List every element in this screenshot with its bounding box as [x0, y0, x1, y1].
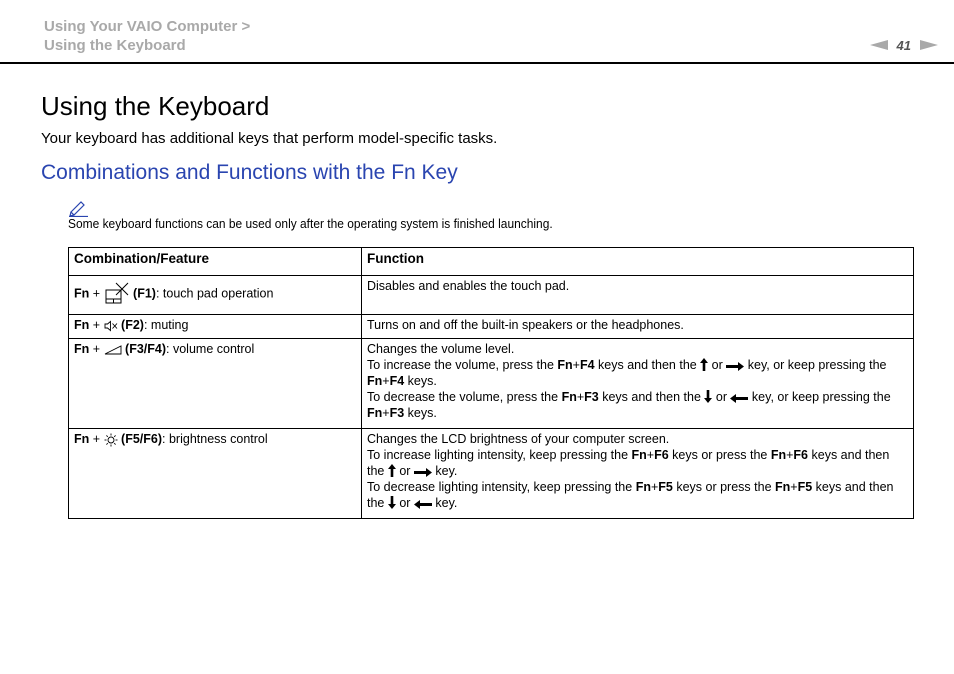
text-span: To decrease lighting intensity, keep pressing the: [367, 480, 636, 494]
key-name: F6: [654, 448, 669, 462]
key-name: F4: [389, 374, 405, 388]
page-number: 41: [896, 37, 911, 53]
function-text: Changes the volume level.: [367, 342, 515, 356]
text-span: keys or press the: [668, 448, 771, 462]
function-text: [367, 447, 908, 463]
touchpad-icon: [104, 282, 130, 306]
function-cell: [362, 276, 914, 315]
table-row: [69, 315, 914, 339]
fn-key-label: Fn: [74, 432, 90, 446]
text-span: the: [367, 496, 385, 510]
feature-description: : volume control: [166, 342, 255, 356]
page-navigation: [870, 36, 938, 54]
key-name: F6: [793, 448, 809, 462]
text-span: or: [395, 464, 414, 478]
plus-sign: +: [92, 318, 101, 332]
breadcrumb: [44, 17, 250, 55]
header-rule: [0, 62, 954, 64]
key-name: Fn: [367, 374, 383, 388]
table-row: [69, 339, 914, 429]
key-label: (F1): [133, 286, 156, 301]
function-text: [367, 357, 908, 373]
fn-key-label: Fn: [74, 286, 90, 301]
text-span: +: [650, 480, 659, 494]
table-row: [69, 429, 914, 519]
text-span: To decrease the volume, press the: [367, 390, 562, 404]
text-span: key.: [431, 464, 458, 478]
key-name: Fn: [770, 448, 787, 462]
table-header-row: [69, 248, 914, 276]
feature-description: : touch pad operation: [155, 286, 274, 301]
up-arrow-icon: [700, 358, 708, 371]
section-title: Combinations and Functions with the Fn Key: [41, 161, 458, 184]
text-span: +: [786, 448, 794, 462]
left-arrow-icon: [730, 394, 748, 403]
page-title: Using the Keyboard: [41, 91, 270, 121]
function-text: Turns on and off the built-in speakers or the headphones.: [367, 318, 684, 332]
combination-cell: [69, 429, 362, 519]
note-text: Some keyboard functions can be used only after the operating system is finished launching.: [68, 216, 553, 231]
down-arrow-icon: [388, 496, 396, 509]
text-span: To increase the volume, press the: [367, 358, 558, 372]
function-text: Changes the LCD brightness of your computer screen.: [367, 432, 670, 446]
text-span: keys.: [404, 374, 437, 388]
right-arrow-icon: [726, 362, 744, 371]
fn-key-label: Fn: [74, 318, 90, 332]
text-span: or: [708, 358, 727, 372]
text-span: +: [382, 374, 390, 388]
breadcrumb-parent[interactable]: Using Your VAIO Computer >: [44, 18, 251, 35]
fn-key-table: [68, 247, 914, 519]
brightness-icon: [104, 433, 118, 447]
key-name: Fn: [775, 480, 791, 494]
function-text: [367, 373, 908, 389]
table-row: [69, 276, 914, 315]
text-span: the: [367, 464, 385, 478]
up-arrow-icon: [388, 464, 396, 477]
text-span: keys and then: [808, 448, 890, 462]
text-span: keys or press the: [672, 480, 775, 494]
text-span: +: [576, 390, 585, 404]
key-name: F5: [658, 480, 673, 494]
text-span: key, or keep pressing the: [744, 358, 887, 372]
left-arrow-icon: [414, 500, 432, 509]
feature-description: : brightness control: [162, 432, 268, 446]
key-name: Fn: [631, 448, 647, 462]
plus-sign: +: [92, 286, 101, 301]
key-name: Fn: [557, 358, 573, 372]
plus-sign: +: [92, 342, 101, 356]
next-page-arrow-icon[interactable]: [920, 40, 938, 50]
key-name: F5: [797, 480, 813, 494]
text-span: +: [646, 448, 655, 462]
function-cell: [362, 315, 914, 339]
key-name: F3: [389, 406, 405, 420]
text-span: keys and then the: [598, 390, 701, 404]
text-span: To increase lighting intensity, keep pressing the: [367, 448, 632, 462]
text-span: keys and then: [812, 480, 894, 494]
column-header-function: Function: [362, 248, 914, 276]
function-text: [367, 479, 908, 495]
function-cell: [362, 339, 914, 429]
key-name: F3: [584, 390, 599, 404]
function-text: [367, 405, 908, 421]
feature-description: : muting: [143, 318, 189, 332]
text-span: key.: [431, 496, 458, 510]
text-span: key, or keep pressing the: [748, 390, 891, 404]
combination-cell: [69, 339, 362, 429]
combination-cell: [69, 315, 362, 339]
fn-key-label: Fn: [74, 342, 90, 356]
plus-sign: +: [92, 432, 101, 446]
function-text: [367, 495, 908, 511]
right-arrow-icon: [414, 468, 432, 477]
text-span: or: [712, 390, 731, 404]
function-text: Disables and enables the touch pad.: [367, 279, 570, 293]
function-text: [367, 463, 908, 479]
text-span: +: [382, 406, 390, 420]
text-span: +: [572, 358, 580, 372]
key-name: Fn: [561, 390, 577, 404]
text-span: keys and then the: [594, 358, 697, 372]
volume-icon: [104, 345, 122, 355]
text-span: keys.: [404, 406, 437, 420]
function-text: [367, 389, 908, 405]
text-span: or: [395, 496, 414, 510]
mute-icon: [104, 320, 118, 332]
intro-paragraph: Your keyboard has additional keys that perform model-specific tasks.: [41, 130, 498, 147]
key-name: Fn: [367, 406, 383, 420]
key-name: Fn: [635, 480, 651, 494]
key-label: (F2): [121, 318, 144, 332]
function-cell: [362, 429, 914, 519]
previous-page-arrow-icon[interactable]: [870, 40, 888, 50]
breadcrumb-current: Using the Keyboard: [44, 37, 186, 54]
combination-cell: [69, 276, 362, 315]
text-span: +: [790, 480, 798, 494]
column-header-combination: Combination/Feature: [69, 248, 362, 276]
key-label: (F3/F4): [125, 342, 167, 356]
key-name: F4: [579, 358, 595, 372]
key-label: (F5/F6): [121, 432, 163, 446]
